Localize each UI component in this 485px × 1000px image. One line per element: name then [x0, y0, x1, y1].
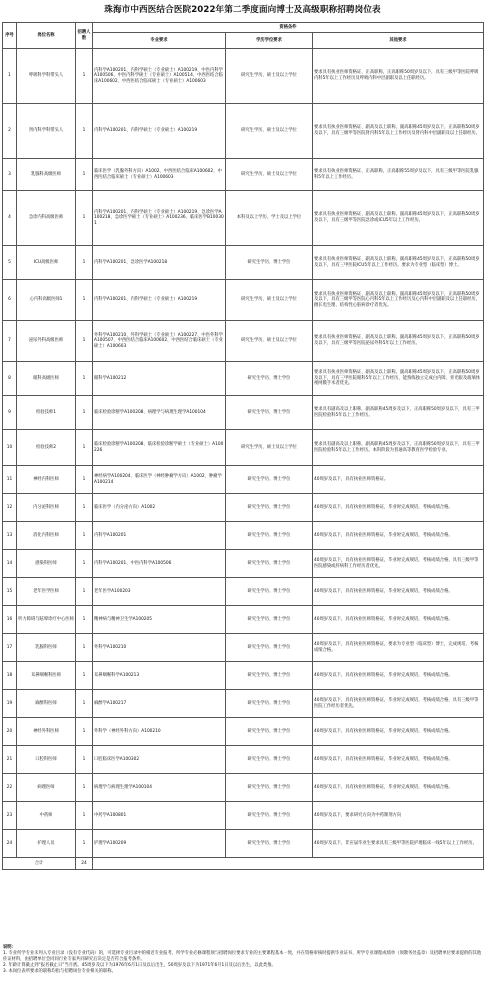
row-seq-cell: 7 — [3, 321, 17, 362]
row-edu-cell: 研究生学历、硕士及以上学位 — [226, 430, 313, 466]
row-post-cell: 呼吸科学科带头人 — [17, 49, 76, 104]
row-major-cell: 眼科学A100212 — [93, 362, 226, 396]
total-row — [3, 858, 484, 870]
table-row — [3, 550, 484, 578]
header-other: 其他要求 — [313, 33, 484, 49]
row-num-cell: 1 — [76, 830, 93, 858]
row-post-cell: 老年医学医师 — [17, 578, 76, 606]
row-edu-cell: 研究生学历、博士学位 — [226, 494, 313, 522]
row-other-cell: 40周岁及以下，具有执业医师资格证，要求为专业型（临床型）博士，完成规培，考核成绩合格。 — [313, 634, 484, 662]
row-post-cell: 内分泌科医师 — [17, 494, 76, 522]
row-seq-cell: 19 — [3, 690, 17, 718]
row-post-cell: 检验技师1 — [17, 396, 76, 430]
row-other-cell: 40周岁及以下，具有执业医师资格证，毕业时完成规培，考核成绩合格。 — [313, 718, 484, 746]
row-other-cell: 要求具有执业医师资格证、副高及以上职称，副高职称45周岁及以下，正高职称50周岁及以下，具有三甲医院眼科5年以上工作经历，能熟练独立完成白内障、青光眼及玻璃体视网膜手术者优先。 — [313, 362, 484, 396]
row-post-cell: 麻醉科医师 — [17, 690, 76, 718]
row-other-cell: 40周岁及以下，具有执业医师资格证，毕业时完成规培，考核成绩合格。 — [313, 522, 484, 550]
row-seq-cell: 6 — [3, 280, 17, 321]
row-major-cell: 内科学A100201、急诊医学A100218 — [93, 246, 226, 280]
row-major-cell: 麻醉学A100217 — [93, 690, 226, 718]
row-other-cell: 要求具有副高及以上职称，副高职称45周岁及以下，正高职称50周岁及以下，具有三甲医院检验科5年以上工作经历。本科阶段为普通高等教育医学检验专业。 — [313, 430, 484, 466]
row-post-cell: 肾内科学科带头人 — [17, 104, 76, 159]
row-edu-cell: 研究生学历、博士学位 — [226, 396, 313, 430]
row-post-cell: 中药师 — [17, 802, 76, 830]
row-major-cell: 临床医学（乳腺外科方向）A1002、中西医结合临床A100602、中西医结合临床硕士（专业硕士）A100603 — [93, 159, 226, 191]
row-num-cell: 1 — [76, 280, 93, 321]
row-seq-cell: 17 — [3, 634, 17, 662]
row-seq-cell: 8 — [3, 362, 17, 396]
table-row — [3, 396, 484, 430]
header-conditions: 资格条件 — [93, 23, 484, 33]
row-num-cell: 1 — [76, 662, 93, 690]
row-major-cell: 病理学与病理生理学A100104 — [93, 774, 226, 802]
table-row — [3, 321, 484, 362]
row-edu-cell: 研究生学历、博士学位 — [226, 662, 313, 690]
row-major-cell: 临床检验诊断学A100208、病理学与病理生理学A100104 — [93, 396, 226, 430]
row-post-cell: 神经内科医师 — [17, 466, 76, 494]
row-post-cell: 检验技师2 — [17, 430, 76, 466]
table-row — [3, 159, 484, 191]
row-seq-cell: 10 — [3, 430, 17, 466]
row-edu-cell: 研究生学历、博士学位 — [226, 634, 313, 662]
row-num-cell: 1 — [76, 634, 93, 662]
row-edu-cell: 研究生学历、博士学位 — [226, 606, 313, 634]
row-edu-cell: 研究生学历、博士学位 — [226, 802, 313, 830]
table-row — [3, 522, 484, 550]
row-major-cell: 口腔临床医学A100302 — [93, 746, 226, 774]
row-edu-cell: 研究生学历、博士学位 — [226, 246, 313, 280]
row-num-cell: 1 — [76, 321, 93, 362]
total-label: 合计 — [3, 858, 76, 870]
row-edu-cell: 本科及以上学历、学士及以上学位 — [226, 191, 313, 246]
row-other-cell: 要求具有执业医师资格证、副高及以上职称，副高职称45周岁及以下，正高职称50周岁及以下，具有三级甲等医院心内科5年以上工作经历及心内科中层副职及以上任职经历，擅长电生理、结构性心脏病诊疗者优先。 — [313, 280, 484, 321]
row-edu-cell: 研究生学历、硕士及以上学位 — [226, 104, 313, 159]
row-major-cell: 精神病与精神卫生学A100205 — [93, 606, 226, 634]
row-seq-cell: 18 — [3, 662, 17, 690]
row-seq-cell: 22 — [3, 774, 17, 802]
row-edu-cell: 研究生学历、博士学位 — [226, 690, 313, 718]
row-seq-cell: 15 — [3, 578, 17, 606]
table-row — [3, 746, 484, 774]
table-row — [3, 494, 484, 522]
table-row — [3, 662, 484, 690]
row-other-cell: 要求具有副高及以上职称，副高职称45周岁及以下，正高职称50周岁及以下，具有三甲医院检验科5年以上工作经历。 — [313, 396, 484, 430]
row-other-cell: 40周岁及以下，具有执业医师资格证，毕业时完成规培，考核成绩合格，具有三级甲等医院感染或肝病科工作经历者优先。 — [313, 550, 484, 578]
row-post-cell: 神经外科医师 — [17, 718, 76, 746]
table-row — [3, 280, 484, 321]
table-row — [3, 774, 484, 802]
row-major-cell: 中药学A100801 — [93, 802, 226, 830]
row-edu-cell: 研究生学历、博士学位 — [226, 774, 313, 802]
row-other-cell: 40周岁及以下，非应届毕业生要求具有三级甲等医院护理临床一线5年以上工作经历。 — [313, 830, 484, 858]
row-seq-cell: 4 — [3, 191, 17, 246]
table-row — [3, 802, 484, 830]
row-num-cell: 1 — [76, 522, 93, 550]
row-major-cell: 老年医学A100203 — [93, 578, 226, 606]
row-major-cell: 外科学A100210 — [93, 634, 226, 662]
header-major: 专业要求 — [93, 33, 226, 49]
row-num-cell: 1 — [76, 774, 93, 802]
row-major-cell: 耳鼻咽喉科学A100213 — [93, 662, 226, 690]
row-major-cell: 内科学A100201、内科学硕士（专业硕士）A100219、中医内科学A100506、中医内科学硕士（专业硕士）A100514、中西医结合临床A100602、中西医结合临床硕士（专业硕士）A100603 — [93, 49, 226, 104]
row-major-cell: 护理学A100209 — [93, 830, 226, 858]
row-edu-cell: 研究生学历、硕士及以上学位 — [226, 321, 313, 362]
row-other-cell: 40周岁及以下，具有执业医师资格证，毕业时完成规培，考核成绩合格。 — [313, 746, 484, 774]
row-post-cell: 消化内科医师 — [17, 522, 76, 550]
header-seq: 序号 — [3, 23, 17, 49]
row-post-cell: 病理医师 — [17, 774, 76, 802]
row-other-cell: 要求具有执业医师资格证、正高职称，正高职称55周岁及以下，具有三级甲等医院乳腺科5年以上工作经历。 — [313, 159, 484, 191]
row-seq-cell: 20 — [3, 718, 17, 746]
notes-section — [3, 945, 482, 975]
row-major-cell: 外科学A100210、外科学硕士（专业硕士）A100227、中医外科学A100507、中西医结合临床A100602、中西医结合临床硕士（专业硕士）A100603 — [93, 321, 226, 362]
table-row — [3, 104, 484, 159]
row-major-cell: 外科学（神经外科方向）A100210 — [93, 718, 226, 746]
row-other-cell: 40周岁及以下，具有执业医师资格证，毕业时完成规培，考核成绩合格。 — [313, 494, 484, 522]
total-empty-cell — [93, 858, 484, 870]
row-num-cell: 1 — [76, 246, 93, 280]
row-edu-cell: 研究生学历、博士学位 — [226, 522, 313, 550]
row-num-cell: 1 — [76, 430, 93, 466]
row-other-cell: 40周岁及以下，具有执业医师资格证，毕业时完成规培，考核成绩合格，具有三级甲等医院工作经历者优先。 — [313, 690, 484, 718]
row-edu-cell: 研究生学历、博士学位 — [226, 746, 313, 774]
row-major-cell: 内科学A100201 — [93, 522, 226, 550]
row-num-cell: 1 — [76, 746, 93, 774]
row-num-cell: 1 — [76, 104, 93, 159]
row-other-cell: 40周岁及以下，具有执业医师资格证，毕业时完成规培，考核成绩合格。 — [313, 774, 484, 802]
row-other-cell: 40周岁及以下，具有执业医师资格证，毕业时完成规培，考核成绩合格。 — [313, 606, 484, 634]
row-seq-cell: 14 — [3, 550, 17, 578]
row-post-cell: 感染科医师 — [17, 550, 76, 578]
row-other-cell: 40周岁及以下，要求研究方向为中药制剂方向 — [313, 802, 484, 830]
row-major-cell: 临床检验诊断学A100208、临床检验诊断学硕士（专业硕士）A100226 — [93, 430, 226, 466]
table-row — [3, 362, 484, 396]
row-post-cell: 心内科高级医师1 — [17, 280, 76, 321]
table-row — [3, 718, 484, 746]
row-other-cell: 40周岁及以下，具有执业医师资格证，毕业时完成规培，考核成绩合格。 — [313, 662, 484, 690]
row-seq-cell: 13 — [3, 522, 17, 550]
row-seq-cell: 21 — [3, 746, 17, 774]
row-edu-cell: 研究生学历、博士学位 — [226, 718, 313, 746]
row-post-cell: 乳腺科医师 — [17, 634, 76, 662]
row-seq-cell: 3 — [3, 159, 17, 191]
table-row — [3, 578, 484, 606]
row-major-cell: 神经病学A100204、临床医学（神经肿瘤学方向）A1002、肿瘤学A100214 — [93, 466, 226, 494]
row-seq-cell: 5 — [3, 246, 17, 280]
row-post-cell: 急诊内科高级医师 — [17, 191, 76, 246]
table-row — [3, 606, 484, 634]
row-num-cell: 1 — [76, 606, 93, 634]
row-major-cell: 内科学A100201、中医内科学A100506 — [93, 550, 226, 578]
row-post-cell: 口腔科医师 — [17, 746, 76, 774]
row-num-cell: 1 — [76, 362, 93, 396]
row-num-cell: 1 — [76, 396, 93, 430]
row-seq-cell: 24 — [3, 830, 17, 858]
row-num-cell: 1 — [76, 690, 93, 718]
recruitment-table — [2, 22, 484, 870]
row-seq-cell: 11 — [3, 466, 17, 494]
row-major-cell: 临床医学（内分泌方向）A1002 — [93, 494, 226, 522]
row-edu-cell: 研究生学历、硕士及以上学位 — [226, 49, 313, 104]
row-post-cell: 耳鼻咽喉科医师 — [17, 662, 76, 690]
row-num-cell: 1 — [76, 466, 93, 494]
row-edu-cell: 研究生学历、博士学位 — [226, 362, 313, 396]
row-num-cell: 1 — [76, 802, 93, 830]
row-post-cell: 听力障碍与眩晕诊疗中心医师 — [17, 606, 76, 634]
table-row — [3, 49, 484, 104]
header-num: 招聘人数 — [76, 23, 93, 49]
row-post-cell: 乳腺科高级医师 — [17, 159, 76, 191]
row-edu-cell: 研究生学历、博士学位 — [226, 578, 313, 606]
note-line-1: 1. 专业所学专业未列入专业目录（没有专业代码）的，可选择专业目录中的相近专业报考，所学专业必修课程须与招聘岗位要求专业的主要课程基本一致，并在资格审核时提供毕业证书、所学专业课程成绩单（须教务处盖章）及招聘单位要求提供的其他佐证材料，由招聘单位会同同行业专家共同研究后决定是否符合报考条件。 — [3, 951, 482, 962]
row-other-cell: 要求具有执业医师资格证、正高职称，正高职称50周岁及以下，具有三级甲等医院呼吸内科5年以上工作经历及呼吸内科中层副职及以上任职经历。 — [313, 49, 484, 104]
row-seq-cell: 1 — [3, 49, 17, 104]
row-edu-cell: 研究生学历、博士学位 — [226, 550, 313, 578]
row-edu-cell: 研究生学历、博士学位 — [226, 466, 313, 494]
row-num-cell: 1 — [76, 494, 93, 522]
table-row — [3, 830, 484, 858]
row-other-cell: 要求具有执业医师资格证、副高及以上职称，副高职称45周岁及以下，正高职称50周岁及以下，具有三级甲等医院泌尿外科5年以上工作经历。 — [313, 321, 484, 362]
row-major-cell: 内科学A100201、内科学硕士（专业硕士）A100219 — [93, 104, 226, 159]
table-row — [3, 246, 484, 280]
table-row — [3, 191, 484, 246]
document-title: 珠海市中西医结合医院2022年第二季度面向博士及高级职称招聘岗位表 — [104, 5, 381, 15]
row-other-cell: 40周岁及以下，具有执业医师资格证，毕业时完成规培，考核成绩合格。 — [313, 578, 484, 606]
header-post: 岗位名称 — [17, 23, 76, 49]
table-row — [3, 430, 484, 466]
row-other-cell: 要求具有执业医师资格证、副高及以上职称，副高职称45周岁及以下，正高职称50周岁及以下，具有三甲医院ICU5年以上工作经历。要求为专业型（临床型）博士。 — [313, 246, 484, 280]
row-seq-cell: 16 — [3, 606, 17, 634]
row-post-cell: 泌尿外科高级医师 — [17, 321, 76, 362]
row-seq-cell: 9 — [3, 396, 17, 430]
row-num-cell: 1 — [76, 191, 93, 246]
notes-heading: 说明： — [3, 945, 16, 950]
row-num-cell: 1 — [76, 49, 93, 104]
row-other-cell: 要求具有执业医师资格证、副高及以上职称，副高职称45周岁及以下，正高职称50周岁及以下，具有三级甲等医院急诊或ICU5年以上工作经历。 — [313, 191, 484, 246]
header-edu: 学历学位要求 — [226, 33, 313, 49]
row-other-cell: 要求具有执业医师资格证、副高及以上职称，副高职称45周岁及以下，正高职称50周岁及以下，具有三级甲等医院肾内科5年以上工作经历及肾内科中层副职及以上任职经历。 — [313, 104, 484, 159]
row-post-cell: ICU高级医师 — [17, 246, 76, 280]
row-major-cell: 内科学A100201、内科学硕士（专业硕士）A100219、急诊医学A100218、急诊医学硕士（专业硕士）A100236、临床医学B100301 — [93, 191, 226, 246]
row-post-cell: 眼科高级医师 — [17, 362, 76, 396]
table-body — [3, 49, 484, 870]
row-other-cell: 40周岁及以下，具有执业医师资格证。 — [313, 466, 484, 494]
row-seq-cell: 12 — [3, 494, 17, 522]
row-edu-cell: 研究生学历、硕士及以上学位 — [226, 159, 313, 191]
row-seq-cell: 23 — [3, 802, 17, 830]
row-major-cell: 内科学A100201、内科学硕士（专业硕士）A100219 — [93, 280, 226, 321]
row-num-cell: 1 — [76, 578, 93, 606]
note-line-3: 3. 本岗位表所要求的职称均指与招聘岗位专业相关的职称。 — [3, 969, 116, 974]
table-row — [3, 690, 484, 718]
row-seq-cell: 2 — [3, 104, 17, 159]
row-edu-cell: 研究生学历、硕士及以上学位 — [226, 280, 313, 321]
header-row — [3, 23, 484, 33]
row-num-cell: 1 — [76, 159, 93, 191]
row-num-cell: 1 — [76, 550, 93, 578]
row-post-cell: 护理人员 — [17, 830, 76, 858]
row-edu-cell: 研究生学历、博士学位 — [226, 830, 313, 858]
row-num-cell: 1 — [76, 718, 93, 746]
table-row — [3, 466, 484, 494]
note-line-2: 2. 年龄计算截止到“报名截止日”当月底。45周岁及以下为1976年6月1日及以后出生，50周岁及以下为1971年6月1日及以后出生，以此类推。 — [3, 963, 276, 968]
table-row — [3, 634, 484, 662]
total-value: 24 — [76, 858, 93, 870]
